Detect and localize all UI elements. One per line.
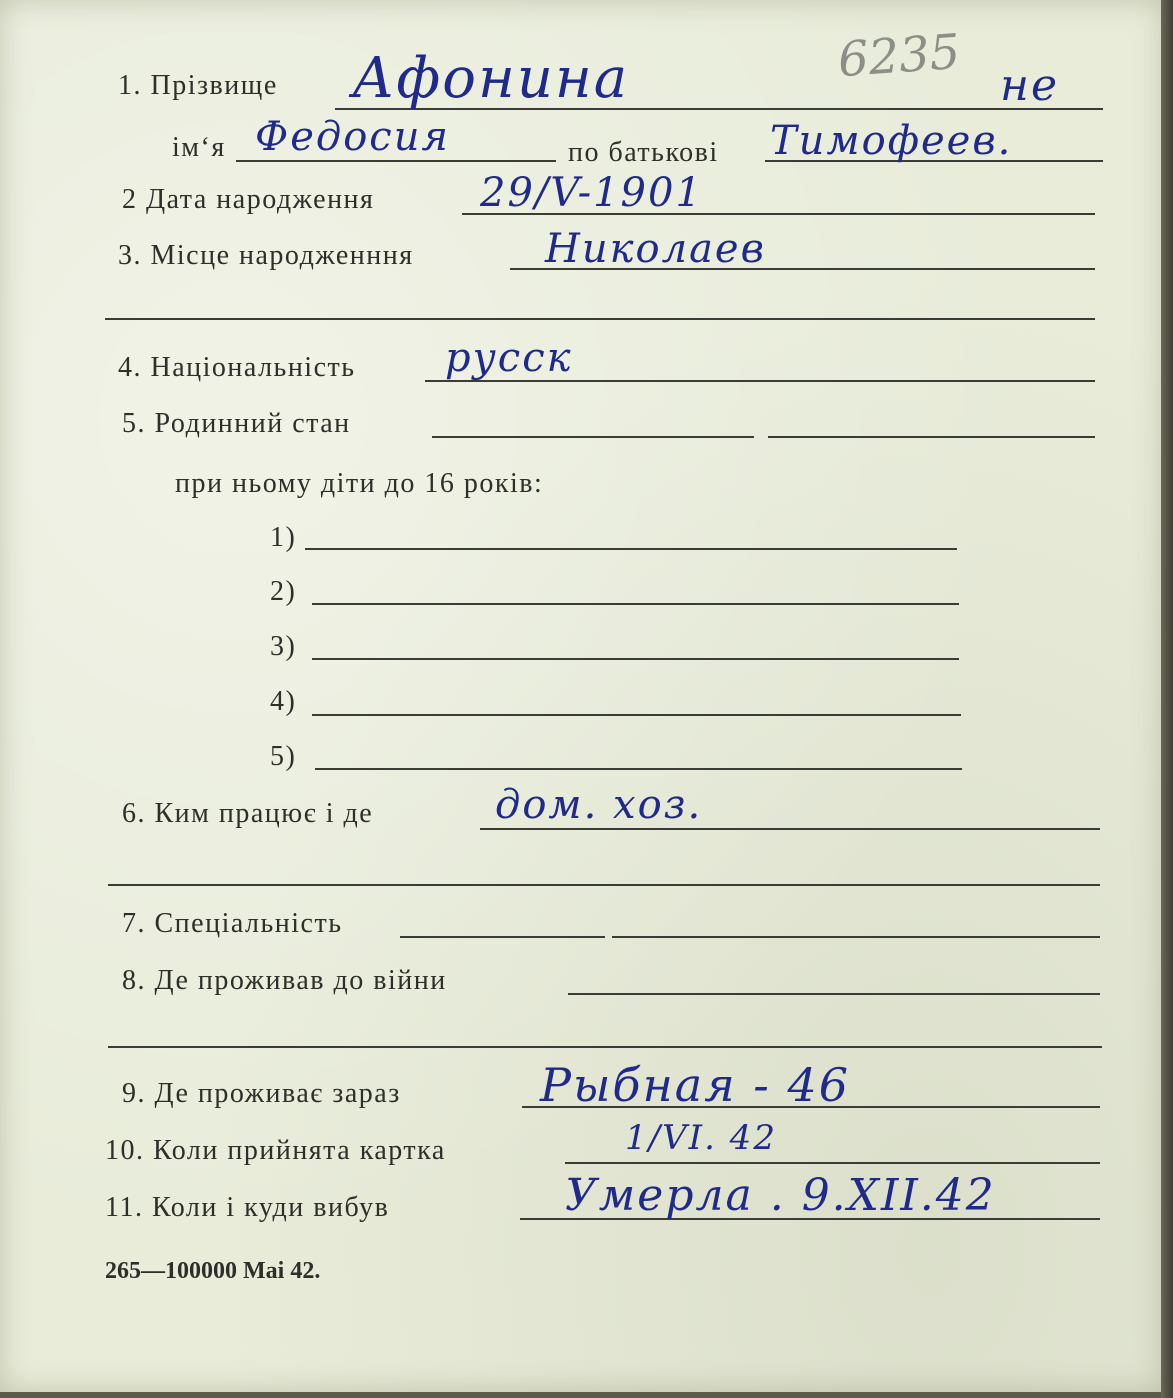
birth-place-label: 3. Місце народженння bbox=[118, 240, 414, 271]
child-3-label: 3) bbox=[270, 631, 297, 662]
current-residence-label: 9. Де проживає зараз bbox=[122, 1078, 401, 1109]
card-accepted-value: 1/VI. 42 bbox=[625, 1118, 777, 1158]
child-1-line bbox=[305, 548, 957, 550]
surname-value: Афонина bbox=[352, 46, 630, 111]
occupation-label: 6. Ким працює і де bbox=[122, 798, 374, 829]
departure-value: Умерла . 9.XII.42 bbox=[565, 1170, 996, 1221]
print-run-footer: 265—100000 Mai 42. bbox=[105, 1258, 321, 1284]
occupation-value: дом. хоз. bbox=[495, 782, 703, 828]
current-residence-value: Рыбная - 46 bbox=[540, 1058, 850, 1112]
patronymic-value: Тимофеев. bbox=[770, 118, 1013, 164]
specialty-label: 7. Спеціальність bbox=[122, 908, 343, 939]
first-name-value: Федосия bbox=[255, 114, 450, 160]
child-1-label: 1) bbox=[270, 522, 297, 553]
specialty-line-b bbox=[612, 936, 1100, 938]
occupation-line bbox=[480, 828, 1100, 830]
family-status-line-b bbox=[768, 436, 1095, 438]
pre-war-residence-line bbox=[568, 993, 1100, 995]
family-status-line-a bbox=[432, 436, 754, 438]
birth-date-label: 2 Дата народження bbox=[122, 184, 375, 215]
child-5-label: 5) bbox=[270, 741, 297, 772]
first-name-label: ім‘я bbox=[172, 132, 226, 163]
nationality-value: русск bbox=[445, 335, 573, 381]
patronymic-label: по батькові bbox=[568, 137, 719, 168]
family-status-label: 5. Родинний стан bbox=[122, 408, 351, 439]
file-number: 6235 bbox=[836, 23, 962, 89]
card-edge-shadow bbox=[1161, 0, 1173, 1398]
surname-suffix-value: не bbox=[1000, 60, 1060, 111]
child-5-line bbox=[315, 768, 962, 770]
child-2-label: 2) bbox=[270, 576, 297, 607]
card-accepted-line bbox=[565, 1162, 1100, 1164]
pre-war-residence-label: 8. Де проживав до війни bbox=[122, 965, 447, 996]
card-accepted-label: 10. Коли прийнята картка bbox=[105, 1135, 446, 1166]
child-2-line bbox=[312, 603, 959, 605]
pre-war-residence-line-2 bbox=[108, 1046, 1102, 1048]
children-label: при ньому діти до 16 років: bbox=[175, 468, 544, 499]
occupation-line-2 bbox=[108, 884, 1100, 886]
first-name-line bbox=[236, 160, 556, 162]
birth-date-value: 29/V-1901 bbox=[480, 170, 703, 216]
birth-place-value: Николаев bbox=[545, 226, 766, 272]
specialty-line-a bbox=[400, 936, 605, 938]
child-4-line bbox=[312, 714, 961, 716]
child-3-line bbox=[312, 658, 959, 660]
surname-label: 1. Прізвище bbox=[118, 70, 278, 101]
birth-place-line-2 bbox=[105, 318, 1095, 320]
child-4-label: 4) bbox=[270, 686, 297, 717]
nationality-label: 4. Національність bbox=[118, 352, 356, 383]
departure-label: 11. Коли і куди вибув bbox=[105, 1192, 390, 1223]
